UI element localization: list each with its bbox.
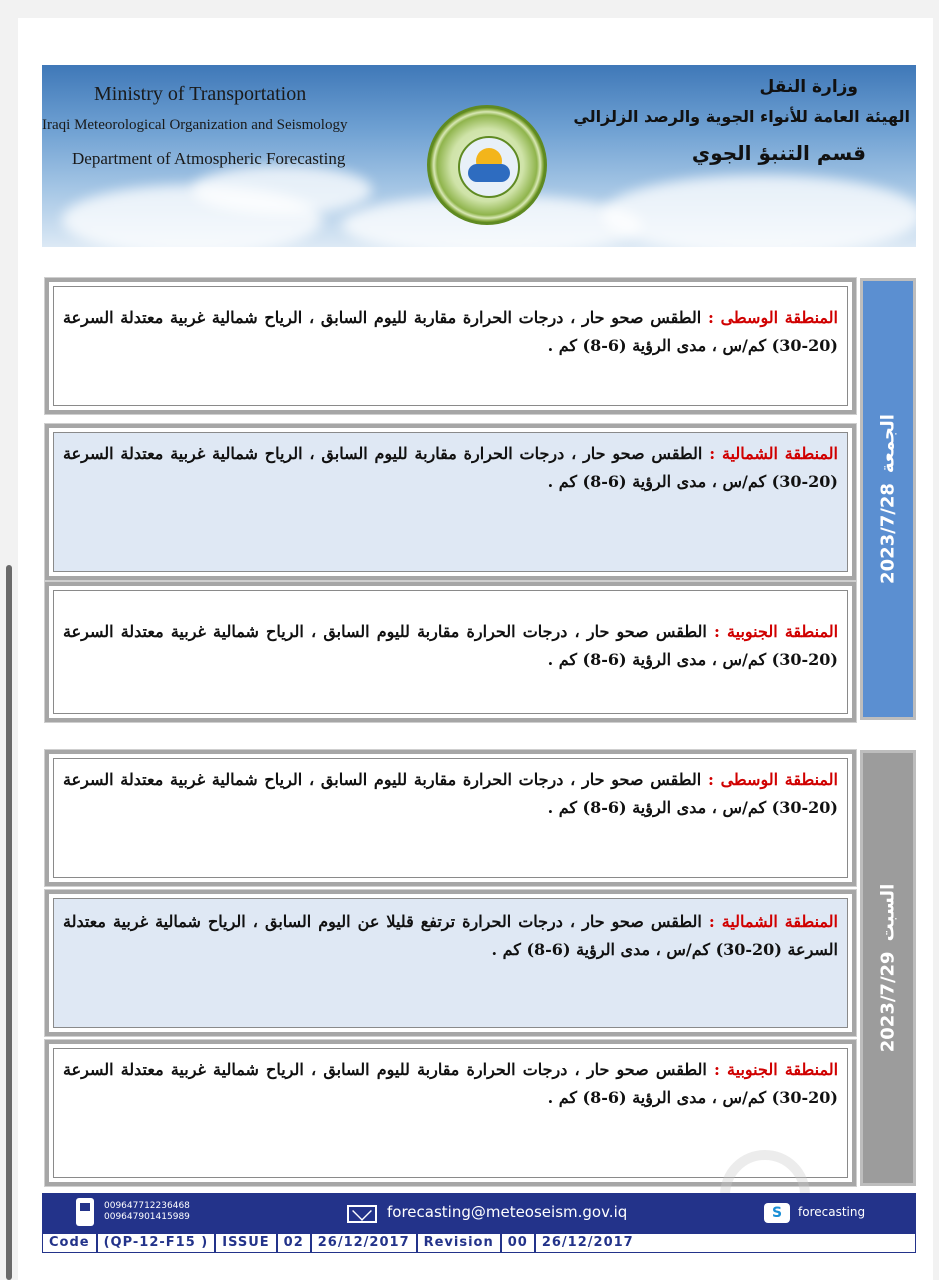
organization-name-en: Iraqi Meteorological Organization and Seismology: [42, 117, 348, 133]
forecast-text: الطقس صحو حار ، درجات الحرارة مقاربة لليوم السابق ، الرياح شمالية غربية معتدلة السرعة (20-30) كم/س ، مدى الرؤية (6-8) كم .: [63, 622, 838, 669]
skype-icon: S: [764, 1203, 790, 1223]
code-cell: 00: [502, 1234, 536, 1252]
ministry-name-ar: وزارة النقل: [759, 77, 858, 97]
contact-footer: [42, 1193, 916, 1233]
date-label: 2023/7/29: [877, 951, 899, 1053]
code-cell: 26/12/2017: [541, 1235, 634, 1250]
organization-name-ar: الهيئة العامة للأنواء الجوية والرصد الزلزالي: [573, 107, 910, 126]
department-name-en: Department of Atmospheric Forecasting: [72, 149, 346, 168]
code-cell: ISSUE: [216, 1234, 277, 1252]
forecast-text: الطقس صحو حار ، درجات الحرارة ترتفع قليلا عن اليوم السابق ، الرياح شمالية غربية معتدلة السرعة (20-30) كم/س ، مدى الرؤية (6-8) كم .: [63, 912, 838, 959]
department-name-ar: قسم التنبؤ الجوي: [691, 141, 866, 165]
email-address[interactable]: forecasting@meteoseism.gov.iq: [387, 1203, 628, 1221]
region-name: المنطقة الجنوبية :: [713, 1060, 839, 1079]
forecast-panel-day2-north: [45, 890, 856, 1036]
region-name: المنطقة الشمالية :: [708, 912, 838, 931]
code-cell: Revision: [418, 1234, 502, 1252]
day-name: السبت: [877, 883, 899, 942]
region-name: المنطقة الوسطى :: [707, 770, 839, 789]
organization-seal-logo: [427, 105, 547, 225]
region-name: المنطقة الجنوبية :: [713, 622, 839, 641]
forecast-text: الطقس صحو حار ، درجات الحرارة مقاربة لليوم السابق ، الرياح شمالية غربية معتدلة السرعة (20-30) كم/س ، مدى الرؤية (6-8) كم .: [63, 1060, 838, 1107]
region-name: المنطقة الوسطى :: [707, 308, 839, 327]
code-cell: 26/12/2017: [312, 1234, 418, 1252]
forecast-panel-day1-north: [45, 424, 856, 580]
code-cell: 02: [278, 1234, 312, 1252]
day-name: الجمعة: [877, 414, 899, 474]
header-banner: [42, 65, 916, 247]
forecast-text: الطقس صحو حار ، درجات الحرارة مقاربة لليوم السابق ، الرياح شمالية غربية معتدلة السرعة (20-30) كم/س ، مدى الرؤية (6-8) كم .: [63, 770, 838, 817]
date-bar-day1: [860, 278, 916, 720]
forecast-text: الطقس صحو حار ، درجات الحرارة مقاربة لليوم السابق ، الرياح شمالية غربية معتدلة السرعة (20-30) كم/س ، مدى الرؤية (6-8) كم .: [63, 444, 838, 491]
phone-number-2: 009647901415989: [104, 1212, 190, 1222]
forecast-text: الطقس صحو حار ، درجات الحرارة مقاربة لليوم السابق ، الرياح شمالية غربية معتدلة السرعة (20-30) كم/س ، مدى الرؤية (6-8) كم .: [63, 308, 838, 355]
region-name: المنطقة الشمالية :: [709, 444, 839, 463]
mail-icon: [347, 1205, 377, 1223]
forecast-panel-day1-central: [45, 278, 856, 414]
code-cell: Code: [43, 1234, 98, 1252]
scrollbar[interactable]: [6, 565, 12, 1280]
phone-number-1: 009647712236468: [104, 1201, 190, 1211]
cloud-icon: [468, 164, 510, 182]
document-code-bar: [42, 1233, 916, 1253]
ministry-name-en: Ministry of Transportation: [94, 83, 307, 105]
skype-handle: forecasting: [798, 1205, 866, 1219]
forecast-panel-day1-south: [45, 582, 856, 722]
code-cell: (QP-12-F15 ): [98, 1234, 217, 1252]
phone-icon: [76, 1198, 94, 1226]
date-bar-day2: [860, 750, 916, 1186]
forecast-panel-day2-central: [45, 750, 856, 886]
date-label: 2023/7/28: [877, 483, 899, 584]
